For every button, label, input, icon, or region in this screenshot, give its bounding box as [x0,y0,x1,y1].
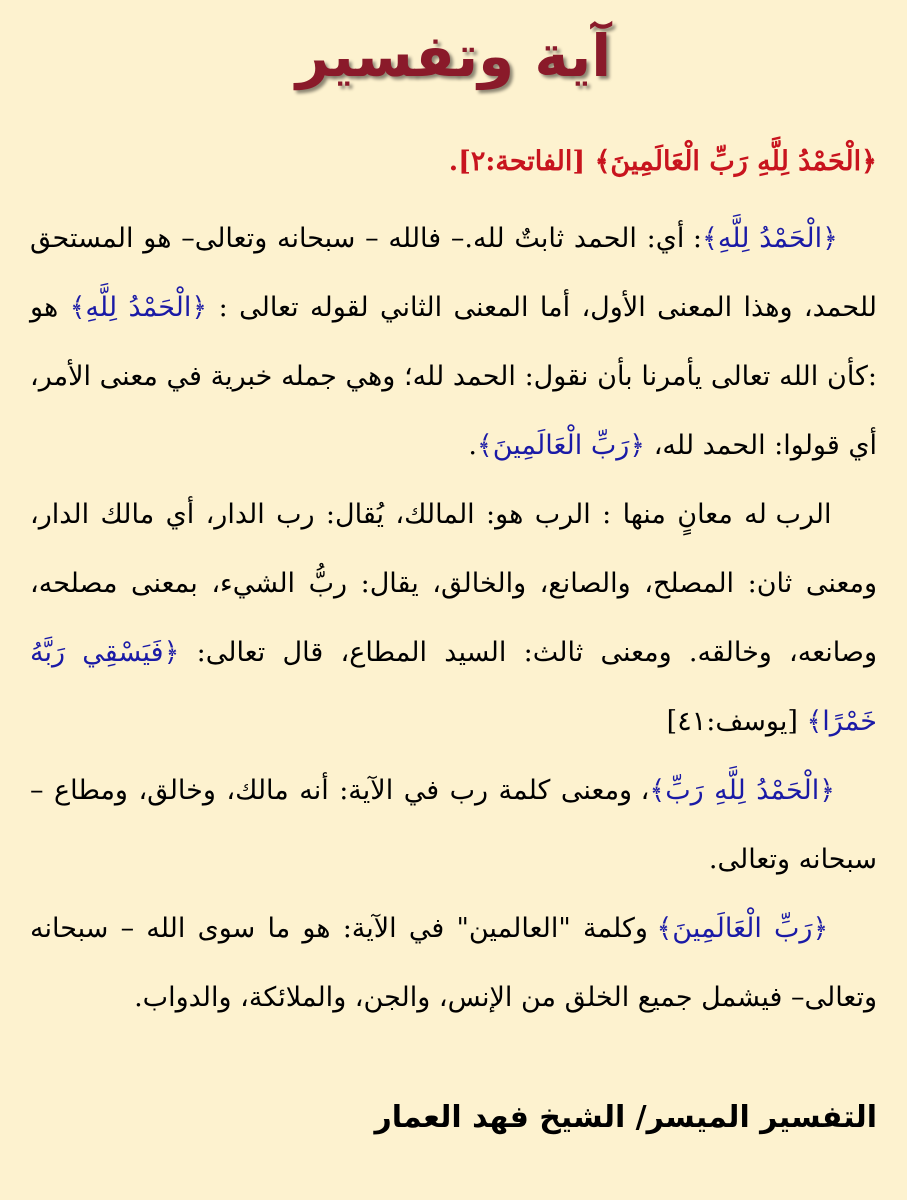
verse-heading [30,142,877,182]
paragraph-text: وكلمة "العالمين" في الآية: هو ما سوى الله – سبحانه وتعالى– فيشمل جميع الخلق من الإنس، والجن، والملائكة، والدواب. [30,913,877,1013]
paragraph-text: ، ومعنى كلمة رب في الآية: أنه مالك، وخالق، ومطاع – سبحانه وتعالى. [30,775,877,875]
page-title: آية وتفسير [295,22,612,90]
paragraph-3 [30,756,877,894]
verse-close-bracket: ﴾ [594,146,611,177]
paragraph-text: . [468,430,477,461]
quran-quote: ﴿رَبِّ الْعَالَمِينَ﴾ [476,430,646,461]
quran-quote: ﴿الْحَمْدُ لِلَّهِ﴾ [69,292,208,323]
paragraph-text: : أي: الحمد ثابتٌ لله.– فالله – سبحانه وتعالى– هو المستحق للحمد، وهذا المعنى الأول، أما المعنى الثاني لقوله تعالى : [30,223,877,323]
paragraph-4 [30,894,877,1032]
paragraph-text: [يوسف:٤١] [666,706,807,737]
verse-text: الْحَمْدُ لِلَّهِ رَبِّ الْعَالَمِينَ [610,146,862,177]
quran-quote: ﴿رَبِّ الْعَالَمِينَ﴾ [656,913,829,944]
paragraph-text: الرب له معانٍ منها : الرب هو: المالك، يُقال: رب الدار، أي مالك الدار، ومعنى ثان: المصلح، والصانع، والخالق، يقال: ربُّ الشيء، بمعنى مصلحه، وصانعه، وخالقه. ومعنى ثالث: السيد المطاع، قال تعالى: [30,499,877,668]
paragraph-2 [30,480,877,756]
verse-open-bracket: ﴿ [861,146,877,177]
quran-quote: ﴿فَيَسْقِي رَبَّهُ خَمْرًا﴾ [30,637,877,737]
verse-reference: [الفاتحة:٢]. [448,146,595,177]
quran-quote: ﴿الْحَمْدُ لِلَّهِ﴾ [702,223,838,254]
commentary [30,204,877,1032]
quran-quote: ﴿الْحَمْدُ لِلَّهِ رَبِّ﴾ [649,775,836,806]
paragraph-text: هو :كأن الله تعالى يأمرنا بأن نقول: الحمد لله؛ وهي جمله خبرية في معنى الأمر، أي قولوا: الحمد لله، [30,292,877,461]
paragraph-1 [30,204,877,480]
footer-credit: التفسير الميسر/ الشيخ فهد العمار [374,1100,877,1135]
